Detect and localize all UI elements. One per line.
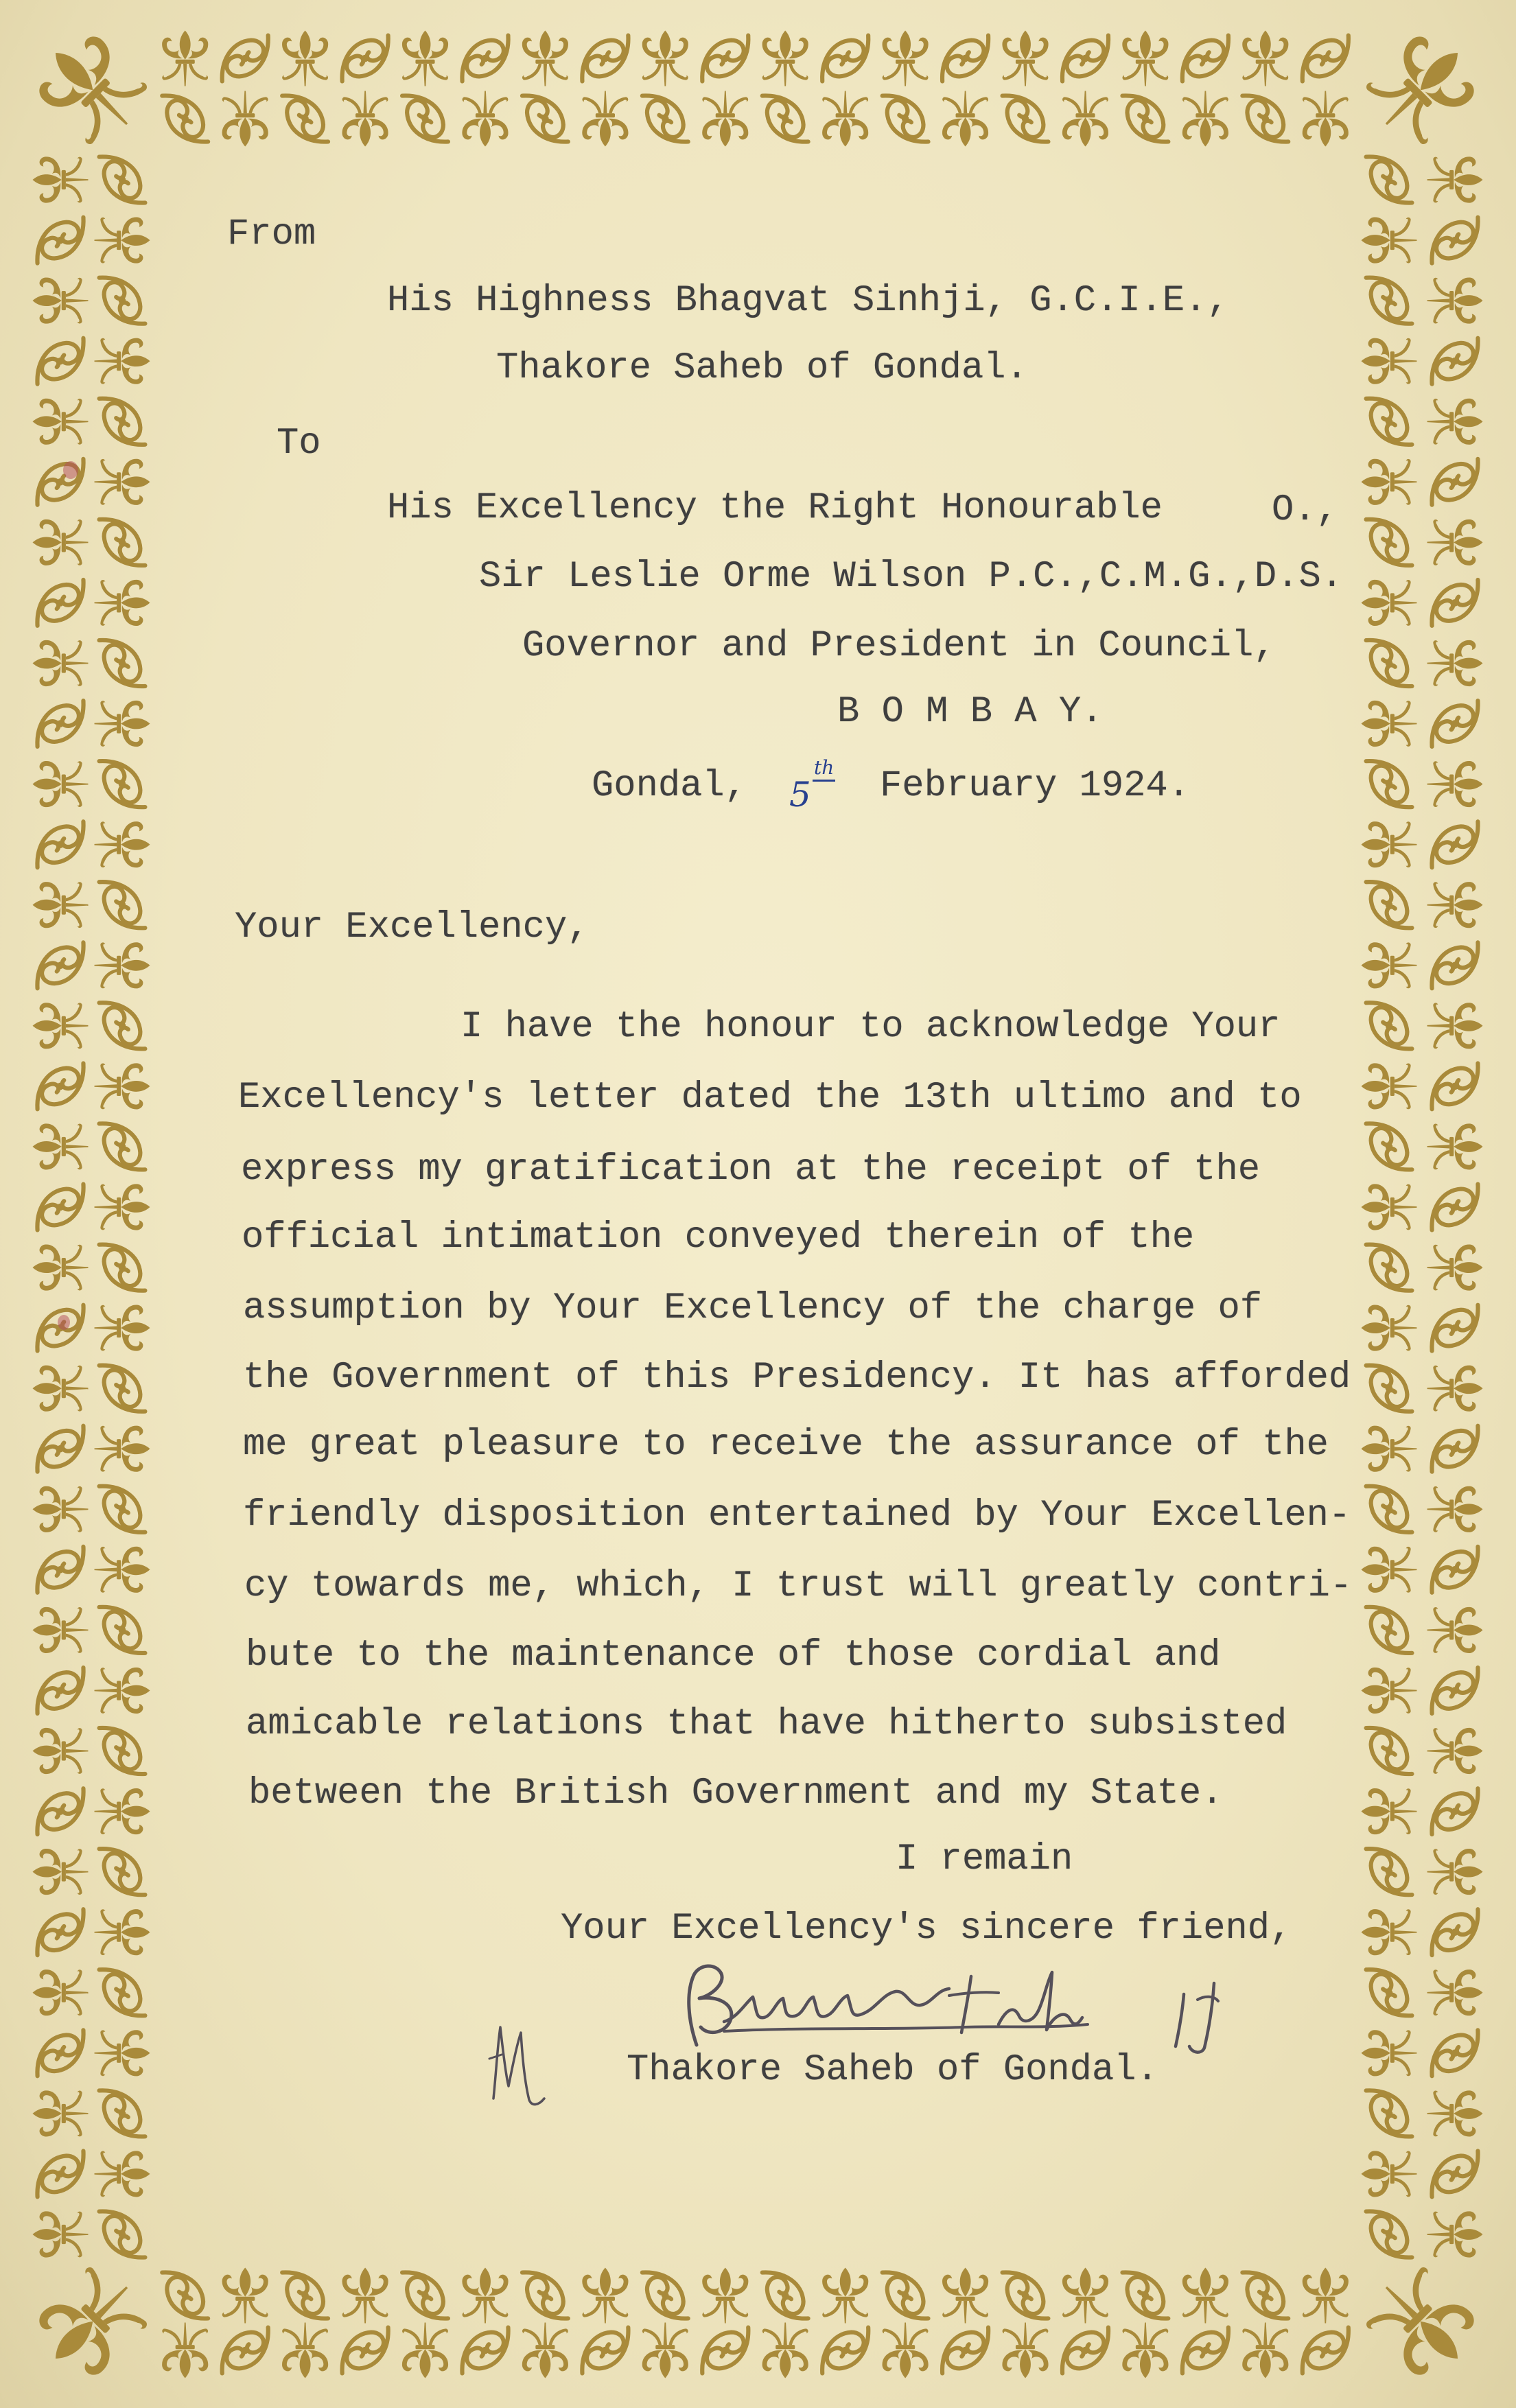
- scroll-ornament: [942, 36, 988, 82]
- fleur-ornament: [1362, 1184, 1417, 1230]
- scroll-ornament: [1062, 36, 1108, 82]
- fleur-ornament: [1362, 821, 1417, 867]
- fleur-ornament: [1303, 91, 1349, 147]
- fleur-ornament: [33, 1245, 89, 1291]
- fleur-ornament: [1362, 1063, 1417, 1109]
- scroll-ornament: [37, 701, 83, 747]
- date-month-year: February 1924.: [880, 765, 1190, 807]
- scroll-ornament: [37, 580, 83, 626]
- scroll-ornament: [1303, 36, 1349, 82]
- fleur-ornament: [33, 399, 89, 445]
- fleur-ornament: [95, 218, 150, 264]
- body-line: amicable relations that have hitherto subsisted: [246, 1703, 1287, 1745]
- fleur-ornament: [1427, 1607, 1483, 1653]
- scroll-ornament: [100, 1849, 145, 1895]
- fleur-ornament: [95, 701, 150, 747]
- fleur-ornament: [342, 91, 388, 147]
- fleur-ornament: [222, 91, 268, 147]
- fleur-ornament: [33, 1366, 89, 1412]
- scroll-ornament: [100, 278, 145, 324]
- fleur-ornament: [1362, 2151, 1417, 2197]
- scroll-ornament: [37, 2151, 83, 2197]
- scroll-ornament: [282, 95, 328, 141]
- scroll-ornament: [162, 2272, 208, 2318]
- scroll-ornament: [100, 2090, 145, 2136]
- scroll-ornament: [1366, 1486, 1412, 1532]
- scroll-ornament: [1182, 36, 1228, 82]
- scroll-ornament: [462, 36, 508, 82]
- scroll-ornament: [37, 338, 83, 384]
- fleur-ornament: [1427, 761, 1483, 807]
- scroll-ornament: [1366, 1969, 1412, 2015]
- fleur-ornament: [1427, 2090, 1483, 2136]
- fleur-ornament: [33, 1486, 89, 1532]
- scroll-ornament: [642, 2272, 688, 2318]
- scroll-ornament: [1432, 1909, 1478, 1955]
- fleur-ornament: [642, 31, 688, 86]
- fleur-ornament: [342, 2268, 388, 2324]
- date-place: Gondal,: [592, 765, 747, 807]
- fleur-ornament: [1427, 1003, 1483, 1049]
- scroll-ornament: [1122, 95, 1168, 141]
- scroll-ornament: [402, 95, 448, 141]
- scroll-ornament: [100, 1245, 145, 1291]
- fleur-ornament: [95, 1063, 150, 1109]
- fleur-ornament: [1427, 640, 1483, 686]
- ink-stain: [63, 461, 78, 479]
- sender-title-line: Thakore Saheb of Gondal.: [496, 347, 1028, 389]
- fleur-ornament: [33, 1728, 89, 1774]
- fleur-ornament: [462, 91, 508, 147]
- scroll-ornament: [37, 1547, 83, 1593]
- scroll-ornament: [100, 156, 145, 202]
- scroll-ornament: [37, 218, 83, 264]
- fleur-ornament: [33, 156, 89, 202]
- fleur-ornament: [33, 1123, 89, 1169]
- scroll-ornament: [162, 95, 208, 141]
- fleur-ornament: [522, 31, 568, 86]
- scroll-ornament: [1366, 1245, 1412, 1291]
- scroll-ornament: [883, 2272, 929, 2318]
- fleur-ornament: [522, 2323, 568, 2378]
- fleur-ornament: [33, 1003, 89, 1049]
- fleur-ornament: [95, 580, 150, 626]
- fleur-ornament: [883, 2323, 929, 2378]
- fleur-ornament: [1362, 1547, 1417, 1593]
- scroll-ornament: [1366, 1123, 1412, 1169]
- fleur-ornament: [1362, 701, 1417, 747]
- scroll-ornament: [1182, 2328, 1228, 2374]
- fleur-ornament: [95, 1909, 150, 1955]
- scroll-ornament: [37, 942, 83, 988]
- fleur-ornament: [1182, 91, 1228, 147]
- scroll-ornament: [100, 519, 145, 565]
- scroll-ornament: [942, 2328, 988, 2374]
- to-label: To: [277, 423, 321, 465]
- scroll-ornament: [1432, 701, 1478, 747]
- scroll-ornament: [642, 95, 688, 141]
- closing-line-2: Your Excellency's sincere friend,: [561, 1908, 1292, 1950]
- fleur-ornament: [1362, 218, 1417, 264]
- scroll-ornament: [1366, 1728, 1412, 1774]
- fleur-ornament: [462, 2268, 508, 2324]
- scroll-ornament: [100, 399, 145, 445]
- scroll-ornament: [37, 821, 83, 867]
- scroll-ornament: [822, 36, 868, 82]
- fleur-ornament: [1362, 580, 1417, 626]
- fleur-ornament: [942, 2268, 988, 2324]
- handwritten-initials: [484, 2018, 552, 2114]
- scroll-ornament: [1432, 1063, 1478, 1109]
- fleur-ornament: [95, 2151, 150, 2197]
- scroll-ornament: [37, 1063, 83, 1109]
- scroll-ornament: [37, 2030, 83, 2076]
- scroll-ornament: [342, 2328, 388, 2374]
- scroll-ornament: [1366, 2211, 1412, 2257]
- scroll-ornament: [100, 1123, 145, 1169]
- fleur-ornament: [282, 2323, 328, 2378]
- fleur-ornament: [1362, 1426, 1417, 1472]
- fleur-ornament: [402, 2323, 448, 2378]
- fleur-ornament: [1427, 882, 1483, 928]
- fleur-ornament: [33, 882, 89, 928]
- fleur-ornament: [26, 23, 156, 154]
- fleur-ornament: [95, 1668, 150, 1714]
- scroll-ornament: [1366, 2090, 1412, 2136]
- scroll-ornament: [1366, 882, 1412, 928]
- scroll-ornament: [462, 2328, 508, 2374]
- fleur-ornament: [95, 459, 150, 505]
- scroll-ornament: [100, 1728, 145, 1774]
- fleur-ornament: [1427, 1366, 1483, 1412]
- fleur-ornament: [1182, 2268, 1228, 2324]
- body-line: Excellency's letter dated the 13th ultimo and to: [238, 1077, 1302, 1119]
- scroll-ornament: [1366, 1849, 1412, 1895]
- scroll-ornament: [1366, 1607, 1412, 1653]
- body-line: express my gratification at the receipt of the: [241, 1149, 1261, 1191]
- fleur-ornament: [95, 338, 150, 384]
- body-line: cy towards me, which, I trust will greatly contri-: [244, 1565, 1353, 1607]
- scroll-ornament: [100, 1486, 145, 1532]
- fleur-ornament: [33, 278, 89, 324]
- fleur-ornament: [162, 31, 208, 86]
- fleur-ornament: [1242, 31, 1288, 86]
- scroll-ornament: [762, 2272, 808, 2318]
- fleur-ornament: [702, 2268, 748, 2324]
- fleur-ornament: [222, 2268, 268, 2324]
- fleur-ornament: [95, 2030, 150, 2076]
- fleur-ornament: [402, 31, 448, 86]
- body-line: bute to the maintenance of those cordial and: [246, 1635, 1221, 1676]
- recipient-line-1: His Excellency the Right Honourable: [387, 487, 1163, 529]
- scroll-ornament: [762, 95, 808, 141]
- scroll-ornament: [1366, 519, 1412, 565]
- scroll-ornament: [1432, 1426, 1478, 1472]
- fleur-ornament: [162, 2323, 208, 2378]
- fleur-ornament: [1122, 31, 1168, 86]
- fleur-ornament: [582, 91, 628, 147]
- fleur-ornament: [33, 2211, 89, 2257]
- fleur-ornament: [33, 1607, 89, 1653]
- scroll-ornament: [1432, 338, 1478, 384]
- scroll-ornament: [582, 36, 628, 82]
- scroll-ornament: [522, 95, 568, 141]
- fleur-ornament: [33, 2090, 89, 2136]
- scroll-ornament: [1432, 1547, 1478, 1593]
- scroll-ornament: [1432, 1788, 1478, 1834]
- fleur-ornament: [1062, 2268, 1108, 2324]
- fleur-ornament: [582, 2268, 628, 2324]
- scroll-ornament: [1432, 2151, 1478, 2197]
- fleur-ornament: [1122, 2323, 1168, 2378]
- fleur-ornament: [95, 1426, 150, 1472]
- recipient-line-3: Governor and President in Council,: [522, 625, 1276, 667]
- scroll-ornament: [822, 2328, 868, 2374]
- fleur-ornament: [1362, 459, 1417, 505]
- fleur-ornament: [26, 2258, 156, 2388]
- scroll-ornament: [222, 36, 268, 82]
- scroll-ornament: [1242, 95, 1288, 141]
- scroll-ornament: [702, 36, 748, 82]
- fleur-ornament: [1362, 1909, 1417, 1955]
- scroll-ornament: [282, 2272, 328, 2318]
- body-line: between the British Government and my State.: [248, 1773, 1224, 1814]
- scroll-ornament: [702, 2328, 748, 2374]
- scroll-ornament: [1003, 95, 1049, 141]
- ink-stain: [58, 1315, 70, 1330]
- scroll-ornament: [1432, 1184, 1478, 1230]
- sender-name-line: His Highness Bhagvat Sinhji, G.C.I.E.,: [387, 280, 1229, 322]
- scroll-ornament: [100, 1607, 145, 1653]
- fleur-ornament: [1427, 2211, 1483, 2257]
- recipient-line-2: Sir Leslie Orme Wilson P.C.,C.M.G.,D.S.: [479, 556, 1344, 598]
- scroll-ornament: [1366, 399, 1412, 445]
- fleur-ornament: [822, 91, 868, 147]
- salutation: Your Excellency,: [235, 907, 590, 948]
- scroll-ornament: [37, 1184, 83, 1230]
- fleur-ornament: [95, 1788, 150, 1834]
- fleur-ornament: [33, 761, 89, 807]
- scroll-ornament: [1242, 2272, 1288, 2318]
- scroll-ornament: [37, 1668, 83, 1714]
- fleur-ornament: [1002, 31, 1048, 86]
- scroll-ornament: [37, 1426, 83, 1472]
- scroll-ornament: [1366, 640, 1412, 686]
- fleur-ornament: [1427, 519, 1483, 565]
- fleur-ornament: [95, 1184, 150, 1230]
- scroll-ornament: [100, 1003, 145, 1049]
- fleur-ornament: [1242, 2323, 1288, 2378]
- scroll-ornament: [100, 882, 145, 928]
- handwritten-signature: [676, 1956, 1259, 2059]
- fleur-ornament: [33, 640, 89, 686]
- fleur-ornament: [1427, 399, 1483, 445]
- scroll-ornament: [1432, 2030, 1478, 2076]
- fleur-ornament: [942, 91, 988, 147]
- fleur-ornament: [1362, 2030, 1417, 2076]
- scroll-ornament: [1366, 1003, 1412, 1049]
- body-line: friendly disposition entertained by Your Excellen-: [243, 1495, 1351, 1536]
- fleur-ornament: [33, 1849, 89, 1895]
- scroll-ornament: [100, 1969, 145, 2015]
- fleur-ornament: [1427, 1969, 1483, 2015]
- fleur-ornament: [1357, 23, 1487, 154]
- body-line: assumption by Your Excellency of the charge of: [243, 1287, 1263, 1329]
- fleur-ornament: [33, 519, 89, 565]
- fleur-ornament: [95, 942, 150, 988]
- fleur-ornament: [95, 821, 150, 867]
- fleur-ornament: [1427, 278, 1483, 324]
- fleur-ornament: [1427, 1849, 1483, 1895]
- scroll-ornament: [1062, 2328, 1108, 2374]
- scroll-ornament: [883, 95, 929, 141]
- fleur-ornament: [1303, 2268, 1349, 2324]
- scroll-ornament: [1432, 459, 1478, 505]
- scroll-ornament: [1366, 278, 1412, 324]
- fleur-ornament: [762, 31, 808, 86]
- date-day-handwritten: 5: [789, 775, 811, 815]
- fleur-ornament: [762, 2323, 808, 2378]
- scroll-ornament: [522, 2272, 568, 2318]
- scroll-ornament: [100, 640, 145, 686]
- body-line: the Government of this Presidency. It has afforded: [243, 1357, 1351, 1399]
- scroll-ornament: [342, 36, 388, 82]
- fleur-ornament: [642, 2323, 688, 2378]
- scroll-ornament: [582, 2328, 628, 2374]
- body-line: official intimation conveyed therein of the: [242, 1217, 1195, 1259]
- scroll-ornament: [100, 1366, 145, 1412]
- fleur-ornament: [822, 2268, 868, 2324]
- scroll-ornament: [1432, 942, 1478, 988]
- scroll-ornament: [1432, 580, 1478, 626]
- scroll-ornament: [402, 2272, 448, 2318]
- fleur-ornament: [1357, 2258, 1487, 2388]
- body-line: me great pleasure to receive the assurance of the: [243, 1424, 1329, 1466]
- scroll-ornament: [37, 1909, 83, 1955]
- scroll-ornament: [1432, 1668, 1478, 1714]
- fleur-ornament: [1362, 1668, 1417, 1714]
- fleur-ornament: [95, 1305, 150, 1351]
- fleur-ornament: [1427, 156, 1483, 202]
- scroll-ornament: [1366, 1366, 1412, 1412]
- fleur-ornament: [1427, 1123, 1483, 1169]
- fleur-ornament: [1362, 338, 1417, 384]
- body-line: I have the honour to acknowledge Your: [460, 1006, 1281, 1048]
- fleur-ornament: [702, 91, 748, 147]
- scroll-ornament: [1303, 2328, 1349, 2374]
- scroll-ornament: [100, 761, 145, 807]
- closing-line-1: I remain: [896, 1838, 1073, 1880]
- fleur-ornament: [95, 1547, 150, 1593]
- fleur-ornament: [33, 1969, 89, 2015]
- scroll-ornament: [1366, 156, 1412, 202]
- scroll-ornament: [1122, 2272, 1168, 2318]
- fleur-ornament: [1062, 91, 1108, 147]
- date-day-suffix-handwritten: th: [813, 758, 835, 782]
- scroll-ornament: [1432, 1305, 1478, 1351]
- fleur-ornament: [1427, 1486, 1483, 1532]
- scroll-ornament: [1003, 2272, 1049, 2318]
- scroll-ornament: [222, 2328, 268, 2374]
- fleur-ornament: [1362, 1305, 1417, 1351]
- recipient-city: B O M B A Y.: [837, 691, 1104, 733]
- scroll-ornament: [37, 1788, 83, 1834]
- signature-title: Thakore Saheb of Gondal.: [627, 2049, 1158, 2091]
- scroll-ornament: [1432, 821, 1478, 867]
- fleur-ornament: [1427, 1245, 1483, 1291]
- fleur-ornament: [1362, 1788, 1417, 1834]
- scroll-ornament: [100, 2211, 145, 2257]
- scroll-ornament: [1432, 218, 1478, 264]
- fleur-ornament: [1427, 1728, 1483, 1774]
- fleur-ornament: [282, 31, 328, 86]
- fleur-ornament: [1362, 942, 1417, 988]
- scroll-ornament: [1366, 761, 1412, 807]
- recipient-honours-end: O.,: [1272, 489, 1338, 531]
- fleur-ornament: [1002, 2323, 1048, 2378]
- fleur-ornament: [883, 31, 929, 86]
- from-label: From: [227, 213, 316, 255]
